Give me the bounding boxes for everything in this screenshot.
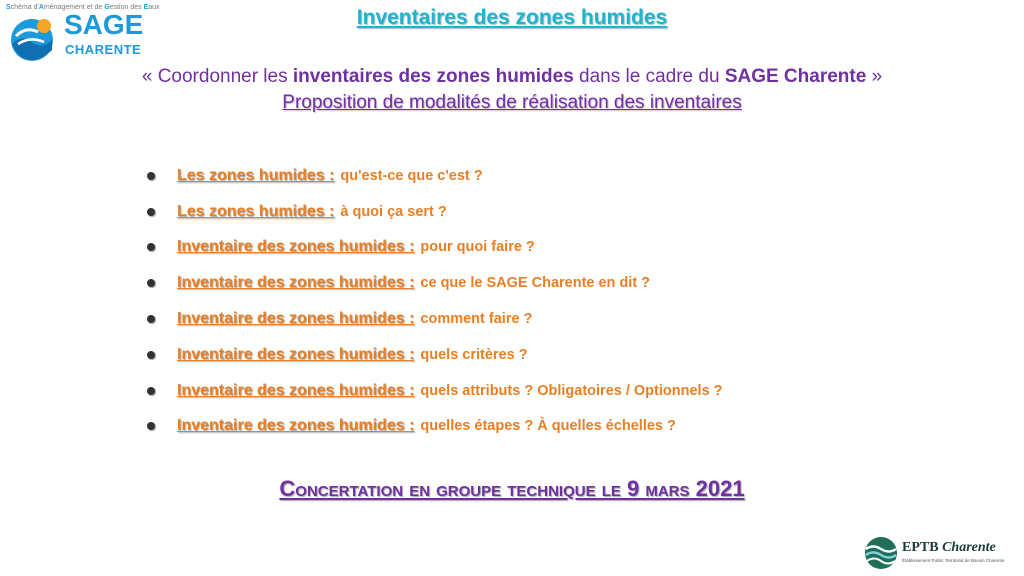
- waves-icon: [864, 536, 898, 570]
- item-text: qu'est-ce que c'est ?: [340, 167, 483, 184]
- subtitle-proposal: Proposition de modalités de réalisation des inventaires: [282, 92, 742, 113]
- item-text: quelles étapes ? À quelles échelles ?: [420, 418, 676, 435]
- list-item: [145, 373, 723, 409]
- tagline-initial: A: [38, 4, 44, 11]
- bullet-icon: [147, 422, 155, 430]
- bullet-icon: [147, 208, 155, 216]
- tagline-initial: E: [143, 4, 149, 11]
- tagline-text: ménagement et de: [43, 4, 105, 11]
- page-title: Inventaires des zones humides: [356, 6, 668, 29]
- bullet-icon: [147, 315, 155, 323]
- logo-name: SAGE: [64, 9, 144, 40]
- item-text: quels critères ?: [420, 346, 528, 363]
- bullet-icon: [147, 351, 155, 359]
- item-text: pour quoi faire ?: [420, 239, 535, 256]
- eptb-name: [902, 540, 996, 556]
- item-text: comment faire ?: [420, 311, 533, 328]
- agenda-list: [145, 158, 723, 444]
- list-item: [145, 194, 723, 230]
- list-item: [145, 409, 723, 445]
- eptb-name-italic: Charente: [942, 540, 996, 555]
- item-heading: Inventaire des zones humides :: [177, 274, 415, 292]
- meeting-title: [0, 476, 1024, 502]
- item-text: quels attributs ? Obligatoires / Optionnels ?: [420, 382, 723, 399]
- eptb-logo: [864, 536, 1014, 572]
- tagline-initial: S: [6, 4, 11, 11]
- subtitle: [0, 66, 1024, 88]
- meeting-title-text: Concertation en groupe technique le 9 mars 2021: [279, 476, 745, 501]
- list-item: [145, 301, 723, 337]
- subtitle-text: « Coordonner les: [141, 66, 293, 87]
- eptb-name-plain: EPTB: [902, 540, 943, 555]
- item-heading: Inventaire des zones humides :: [177, 345, 415, 363]
- logo-subname: CHARENTE: [65, 42, 142, 57]
- bullet-icon: [147, 387, 155, 395]
- item-heading: Inventaire des zones humides :: [177, 238, 415, 256]
- list-item: [145, 230, 723, 266]
- subtitle-bold: SAGE Charente: [724, 66, 867, 87]
- tagline-text: aux: [148, 4, 160, 11]
- subtitle-text: »: [866, 66, 883, 87]
- list-item: [145, 337, 723, 373]
- item-heading: Les zones humides :: [177, 202, 335, 220]
- item-heading: Inventaire des zones humides :: [177, 381, 415, 399]
- item-heading: Les zones humides :: [177, 166, 335, 184]
- tagline-text: estion des: [109, 4, 144, 11]
- tagline-initial: G: [104, 4, 110, 11]
- bullet-icon: [147, 243, 155, 251]
- tagline-text: chéma d': [10, 4, 39, 11]
- list-item: [145, 158, 723, 194]
- bullet-icon: [147, 172, 155, 180]
- list-item: [145, 265, 723, 301]
- item-heading: Inventaire des zones humides :: [177, 310, 415, 328]
- eptb-subtitle: Établissement Public Territorial de Bassin Charente: [902, 558, 1005, 563]
- subtitle-bold: inventaires des zones humides: [292, 66, 574, 87]
- item-text: à quoi ça sert ?: [340, 203, 447, 220]
- subtitle-text: dans le cadre du: [573, 66, 725, 87]
- bullet-icon: [147, 279, 155, 287]
- item-heading: Inventaire des zones humides :: [177, 417, 415, 435]
- item-text: ce que le SAGE Charente en dit ?: [420, 275, 651, 292]
